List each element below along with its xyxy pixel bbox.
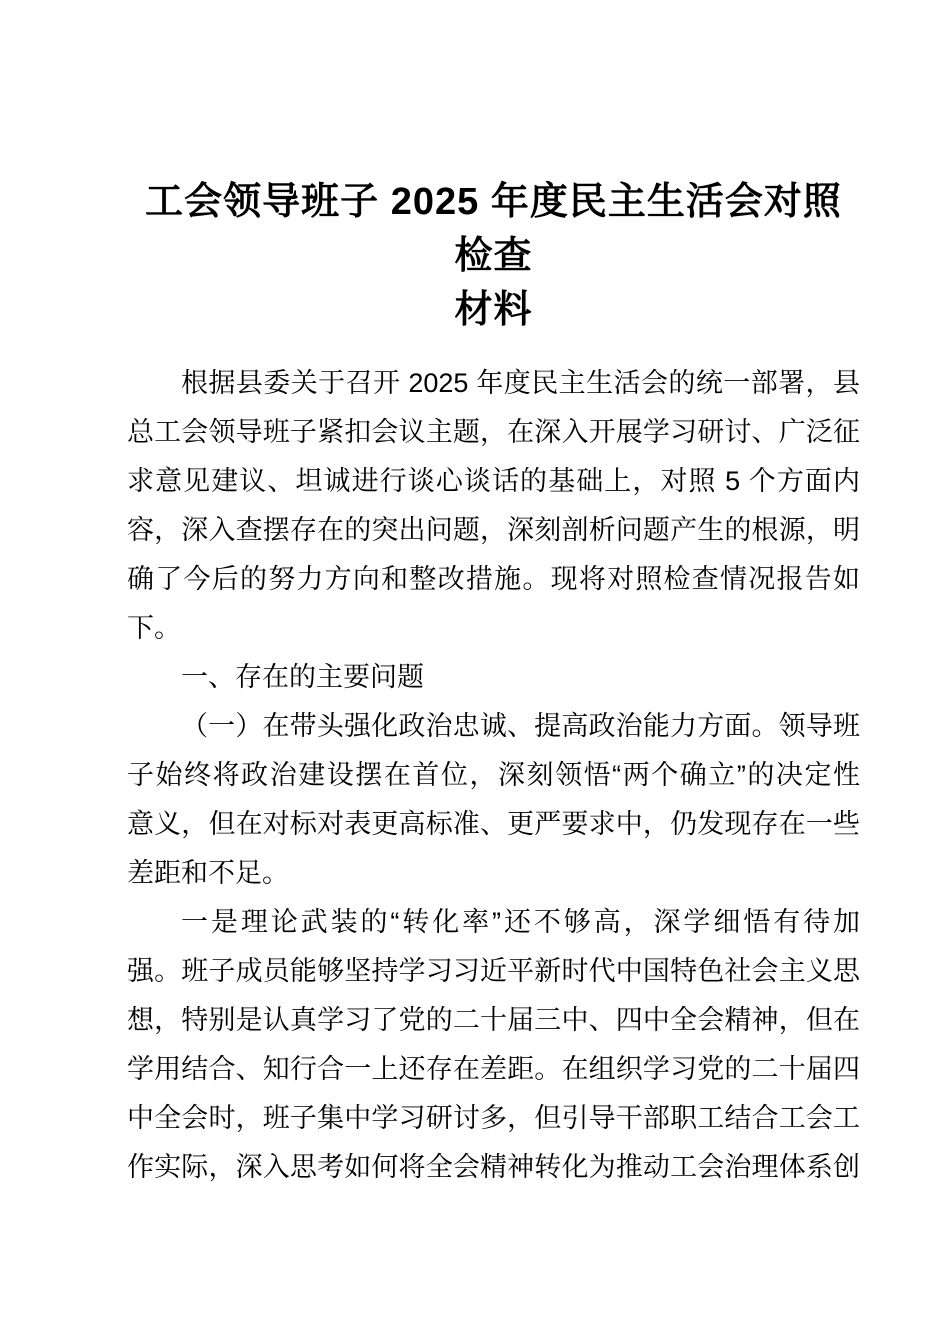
text-line: 差距和不足。 bbox=[127, 858, 289, 888]
text-line: 根据县委关于召开 2025 年度民主生活会的统一部署，县 bbox=[181, 368, 860, 398]
text-line: 意义，但在对标对表更高标准、更严要求中，仍发现存在一些 bbox=[127, 809, 860, 839]
text-line: 想，特别是认真学习了党的二十届三中、四中全会精神，但在 bbox=[127, 1005, 860, 1035]
section-heading bbox=[127, 653, 860, 702]
text-line: 学用结合、知行合一上还存在差距。在组织学习党的二十届四 bbox=[127, 1054, 860, 1084]
title-line-2: 材料 bbox=[454, 289, 533, 331]
text-line: 强。班子成员能够坚持学习习近平新时代中国特色社会主义思 bbox=[127, 956, 860, 986]
document-title bbox=[127, 175, 860, 337]
text-line: 求意见建议、坦诚进行谈心谈话的基础上，对照 5 个方面内 bbox=[127, 466, 860, 496]
document-body bbox=[127, 359, 860, 1192]
text-line: 一、存在的主要问题 bbox=[181, 662, 424, 692]
text-line: 总工会领导班子紧扣会议主题，在深入开展学习研讨、广泛征 bbox=[127, 417, 860, 447]
text-line: （一）在带头强化政治忠诚、提高政治能力方面。领导班 bbox=[181, 711, 860, 741]
text-line: 作实际，深入思考如何将全会精神转化为推动工会治理体系创 bbox=[127, 1152, 860, 1182]
text-line: 容，深入查摆存在的突出问题，深刻剖析问题产生的根源，明 bbox=[127, 515, 860, 545]
paragraph bbox=[127, 359, 860, 653]
paragraph bbox=[127, 702, 860, 898]
text-line: 中全会时，班子集中学习研讨多，但引导干部职工结合工会工 bbox=[127, 1103, 860, 1133]
paragraph bbox=[127, 898, 860, 1192]
text-line: 确了今后的努力方向和整改措施。现将对照检查情况报告如 bbox=[127, 564, 860, 594]
title-line-1: 工会领导班子 2025 年度民主生活会对照检查 bbox=[145, 181, 842, 277]
text-line: 一是理论武装的“转化率”还不够高，深学细悟有待加 bbox=[181, 907, 860, 937]
text-line: 下。 bbox=[127, 613, 181, 643]
text-line: 子始终将政治建设摆在首位，深刻领悟“两个确立”的决定性 bbox=[127, 760, 860, 790]
